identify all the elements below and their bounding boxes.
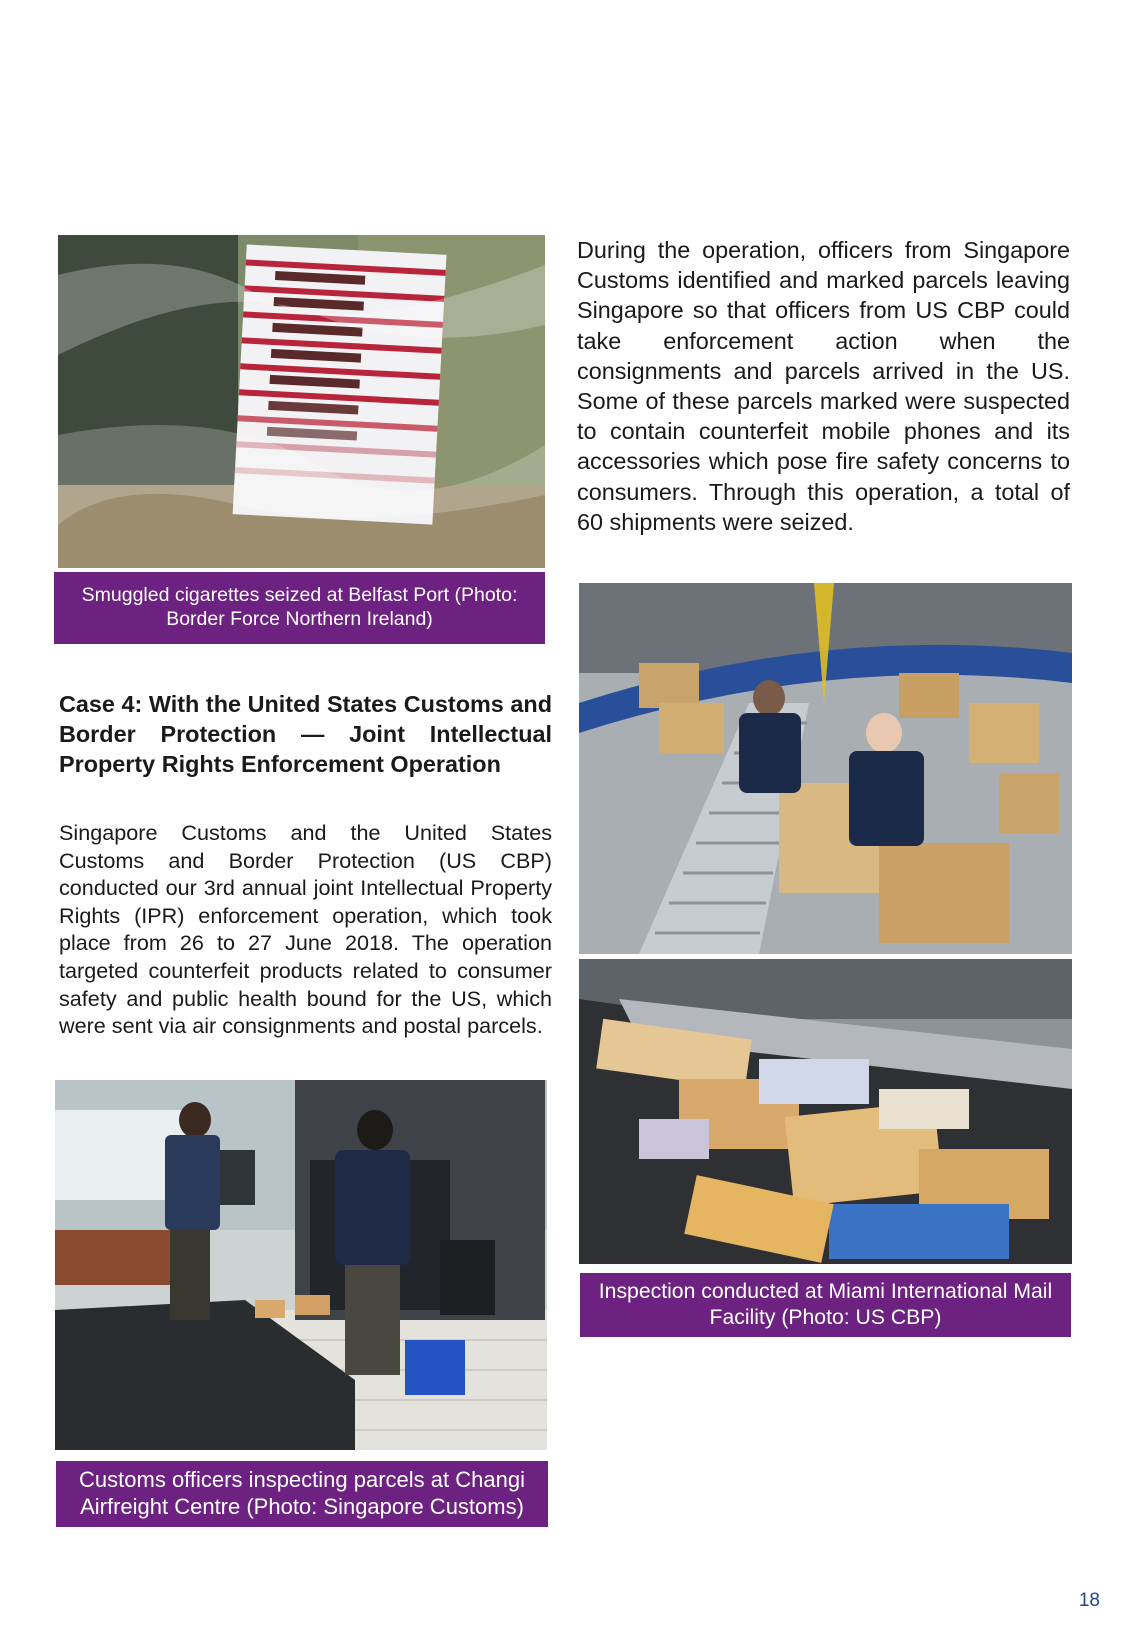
caption-changi <box>56 1461 548 1527</box>
case-title: Case 4: With the United States Customs and Border Protection — Joint Intellectual Property Rights Enforcement Operation <box>59 691 552 778</box>
photo-changi-xray <box>55 1080 547 1450</box>
page-number: 18 <box>1078 1590 1100 1611</box>
operation-paragraph: During the operation, officers from Singapore Customs identified and marked parcels leaving Singapore so that officers from US CBP could take enforcement action when the consignments and parcels arrived in the US. Some of these parcels marked were suspected to contain counterfeit mobile phones and its accessories which pose fire safety concerns to consumers. Through this operation, a total of 60 shipments were seized. <box>577 237 1070 535</box>
photo-cigarettes <box>58 235 545 568</box>
caption-belfast-text: Smuggled cigarettes seized at Belfast Port (Photo: Border Force Northern Ireland) <box>81 584 518 630</box>
photo-miami-parcels <box>579 959 1072 1264</box>
case-paragraph: Singapore Customs and the United States Customs and Border Protection (US CBP) conducted our 3rd annual joint Intellectual Property Rights (IPR) enforcement operation, which took place from 26 to 27 June 2018. The operation targeted counterfeit products related to consumer safety and public health bound for the US, which were sent via air consignments and postal parcels. <box>59 820 552 1039</box>
parcels-on-belt-icon <box>579 959 1072 1264</box>
xray-inspection-icon <box>55 1080 547 1450</box>
caption-belfast <box>54 572 545 644</box>
officers-conveyor-icon <box>579 583 1072 954</box>
caption-miami-text: Inspection conducted at Miami International Mail Facility (Photo: US CBP) <box>598 1280 1053 1329</box>
photo-cbp-conveyor <box>579 583 1072 954</box>
caption-miami <box>580 1273 1071 1337</box>
caption-changi-text: Customs officers inspecting parcels at Changi Airfreight Centre (Photo: Singapore Customs) <box>79 1467 525 1519</box>
cigarette-cartons-icon <box>58 235 545 568</box>
